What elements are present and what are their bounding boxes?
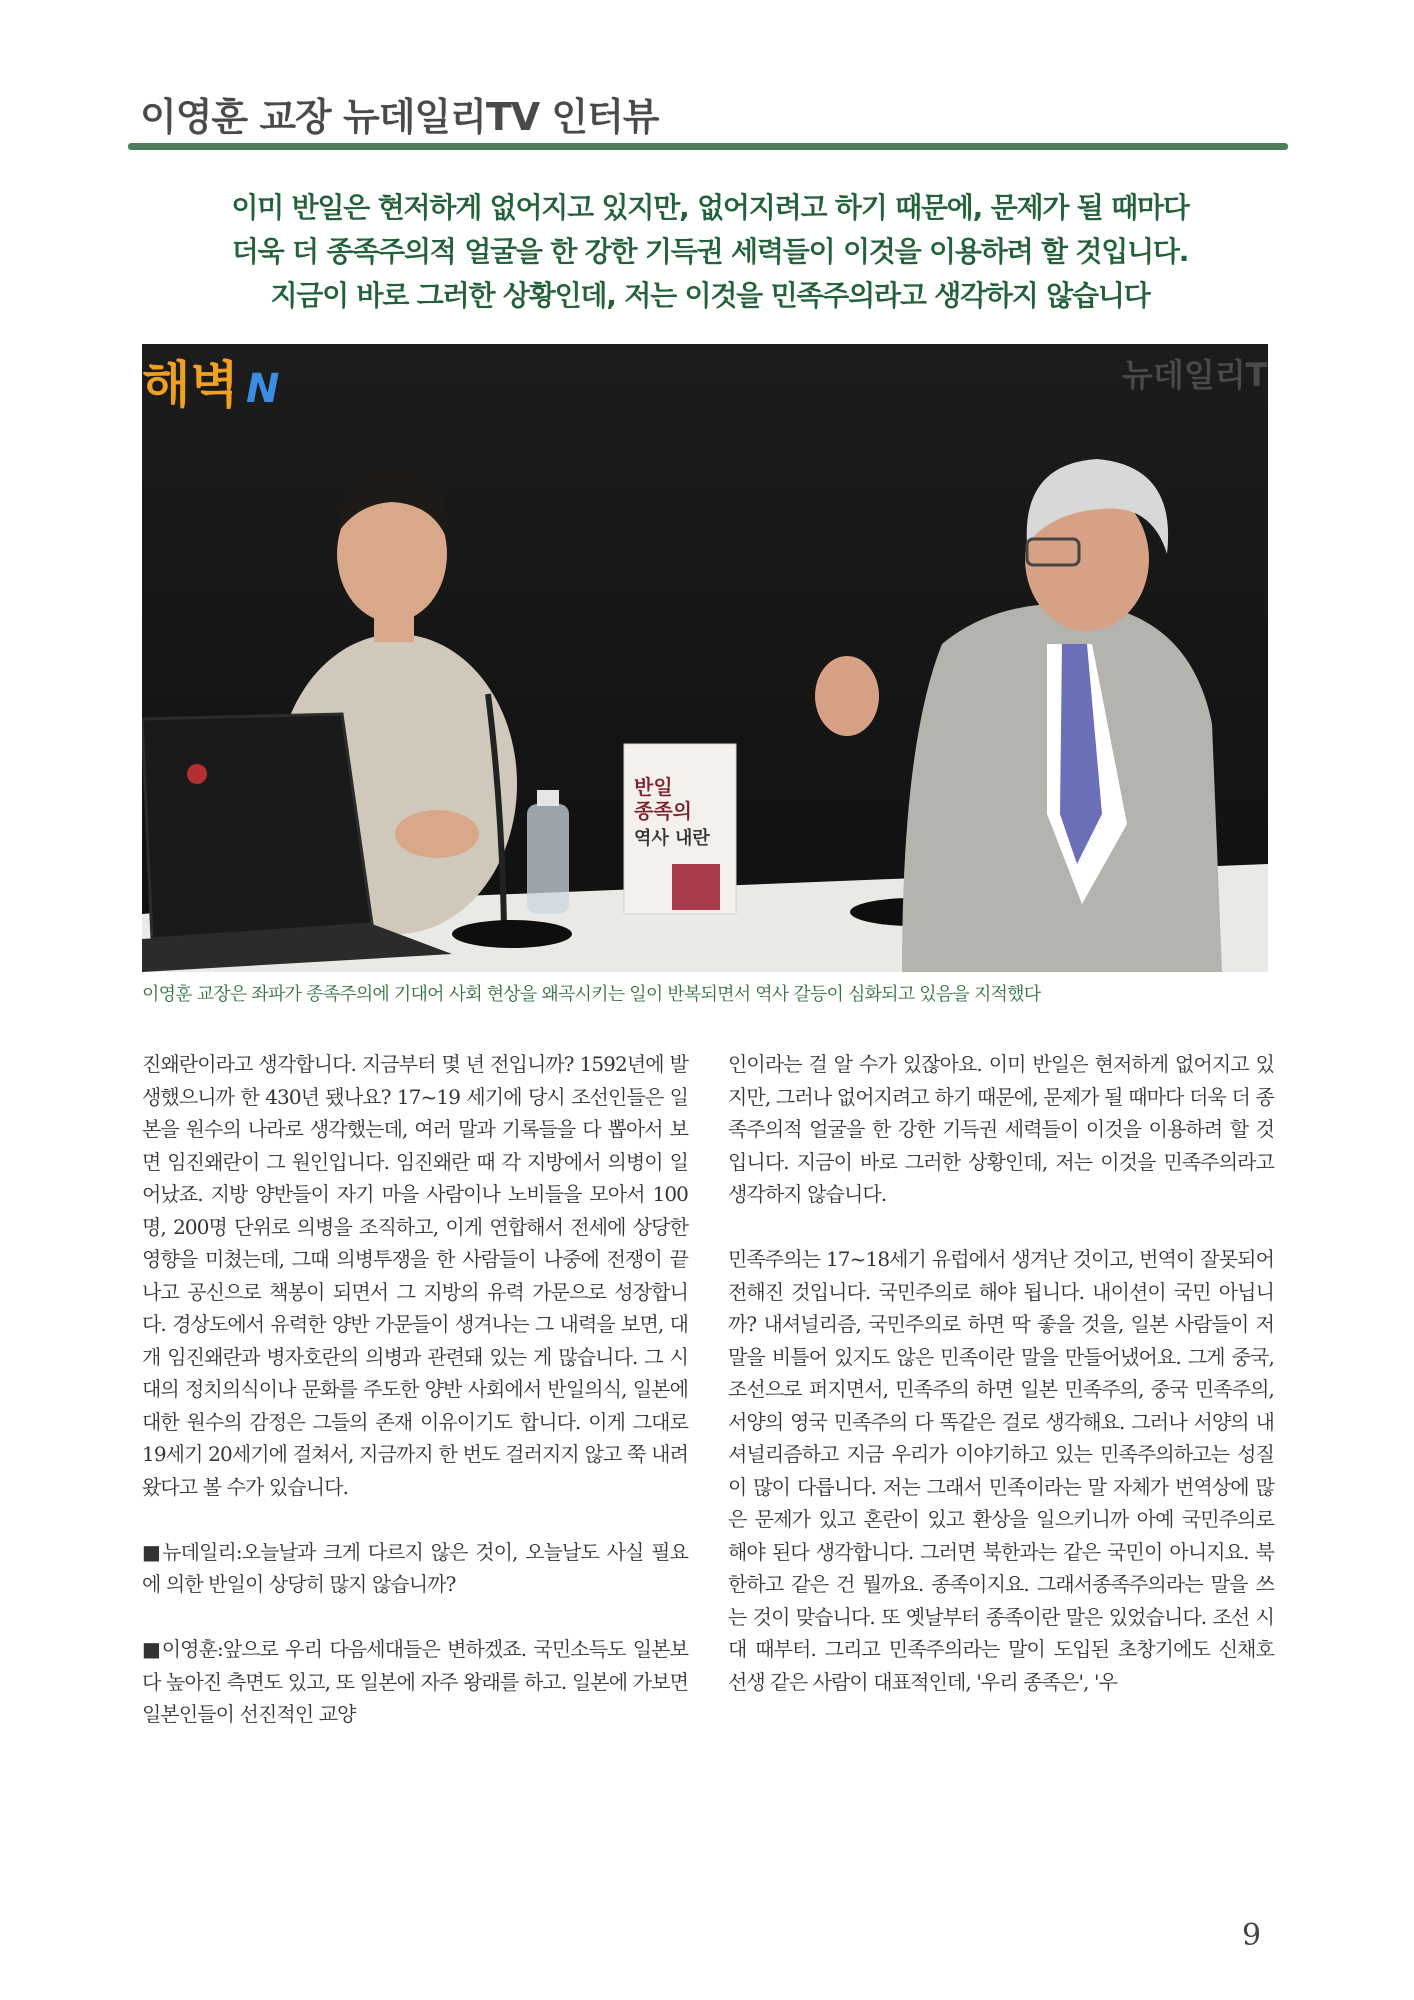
- svg-text:역사 내란: 역사 내란: [634, 828, 710, 849]
- body-paragraph: 인이라는 걸 알 수가 있잖아요. 이미 반일은 현저하게 없어지고 있지만, 그러나 없어지려고 하기 때문에, 문제가 될 때마다 더욱 더 종족주의적 얼굴을 한 강한 기득권 세력들이 이것을 이용하려 할 것입니다. 지금이 바로 그러한 상황인데, 저는 이것을 민족주의라고 생각하지 않습니다.: [728, 1052, 1274, 1206]
- pull-quote-line: 지금이 바로 그러한 상황인데, 저는 이것을 민족주의라고 생각하지 않습니다: [270, 279, 1150, 312]
- channel-logo-right: [1122, 356, 1268, 394]
- svg-text:반일: 반일: [634, 775, 673, 799]
- title-underline-rule: [128, 143, 1288, 150]
- interview-photo: [142, 344, 1268, 972]
- body-paragraph: 진왜란이라고 생각합니다. 지금부터 몇 년 전입니까? 1592년에 발생했으니까 한 430년 됐나요? 17~19 세기에 당시 조선인들은 일본을 원수의 나라로 생각했는데, 여러 말과 기록들을 다 뽑아서 보면 임진왜란이 그 원인입니다. 임진왜란 때 각 지방에서 의병이 일어났죠. 지방 양반들이 자기 마을 사람이나 노비들을 모아서 100명, 200명 단위로 의병을 조직하고, 이게 연합해서 전세에 상당한 영향을 미쳤는데, 그때 의병투쟁을 한 사람들이 나중에 전쟁이 끝나고 공신으로 책봉이 되면서 그 지방의 유력 가문으로 성장합니다. 경상도에서 유력한 양반 가문들이 생겨나는 그 내력을 보면, 대개 임진왜란과 병자호란의 의병과 관련돼 있는 게 많습니다. 그 시대의 정치의식이나 문화를 주도한 양반 사회에서 반일의식, 일본에 대한 원수의 감정은 그들의 존재 이유이기도 합니다. 이게 그대로 19세기 20세기에 걸쳐서, 지금까지 한 번도 걸러지지 않고 쭉 내려왔다고 볼 수가 있습니다.: [142, 1052, 688, 1499]
- photo-caption: 이영훈 교장은 좌파가 종족주의에 기대어 사회 현상을 왜곡시키는 일이 반복되면서 역사 갈등이 심화되고 있음을 지적했다: [142, 984, 1041, 1005]
- svg-text:N: N: [246, 366, 280, 412]
- body-paragraph: 민족주의는 17~18세기 유럽에서 생겨난 것이고, 번역이 잘못되어 전해진 것입니다. 국민주의로 해야 됩니다. 내이션이 국민 아닙니까? 내셔널리즘, 국민주의로 하면 딱 좋을 것을, 일본 사람들이 저 말을 비틀어 있지도 않은 민족이란 말을 만들어냈어요. 그게 중국, 조선으로 퍼지면서, 민족주의 하면 일본 민족주의, 중국 민족주의, 서양의 영국 민족주의 다 똑같은 걸로 생각해요. 그러나 서양의 내셔널리즘하고 지금 우리가 이야기하고 있는 민족주의하고는 성질이 많이 다릅니다. 저는 그래서 민족이라는 말 자체가 번역상에 많은 문제가 있고 혼란이 있고 환상을 일으키니까 아예 국민주의로 해야 된다 생각합니다. 그러면 북한과는 같은 국민이 아니지요. 북한하고 같은 건 뭘까요. 종족이지요. 그래서종족주의라는 말을 쓰는 것이 맞습니다. 또 옛날부터 종족이란 말은 있었습니다. 조선 시대 때부터. 그리고 민족주의라는 말이 도입된 초창기에도 신채호 선생 같은 사람이 대표적인데, '우리 종족은', '우: [728, 1247, 1274, 1694]
- svg-text:종족의: 종족의: [634, 799, 692, 823]
- pull-quote: [130, 186, 1290, 318]
- page-section-title: 이영훈 교장 뉴데일리TV 인터뷰: [140, 95, 659, 139]
- pull-quote-line: 더욱 더 종족주의적 얼굴을 한 강한 기득권 세력들이 이것을 이용하려 할 것입니다.: [231, 235, 1189, 268]
- interviewer-question: ■뉴데일리:오늘날과 크게 다르지 않은 것이, 오늘날도 사실 필요에 의한 반일이 상당히 많지 않습니까?: [142, 1539, 688, 1596]
- book-cover: [624, 744, 736, 914]
- page-number: 9: [1242, 1918, 1262, 1953]
- water-bottle-icon: [527, 790, 569, 914]
- svg-text:뉴데일리T: 뉴데일리T: [1122, 356, 1268, 394]
- right-text-column: [728, 1048, 1274, 1698]
- pull-quote-line: 이미 반일은 현저하게 없어지고 있지만, 없어지려고 하기 때문에, 문제가 될 때마다: [231, 191, 1189, 224]
- left-text-column: [142, 1048, 688, 1731]
- interviewee-answer: ■이영훈:앞으로 우리 다음세대들은 변하겠죠. 국민소득도 일본보다 높아진 측면도 있고, 또 일본에 자주 왕래를 하고. 일본에 가보면 일본인들이 선진적인 교양: [142, 1637, 688, 1726]
- svg-text:해벽: 해벽: [142, 356, 239, 414]
